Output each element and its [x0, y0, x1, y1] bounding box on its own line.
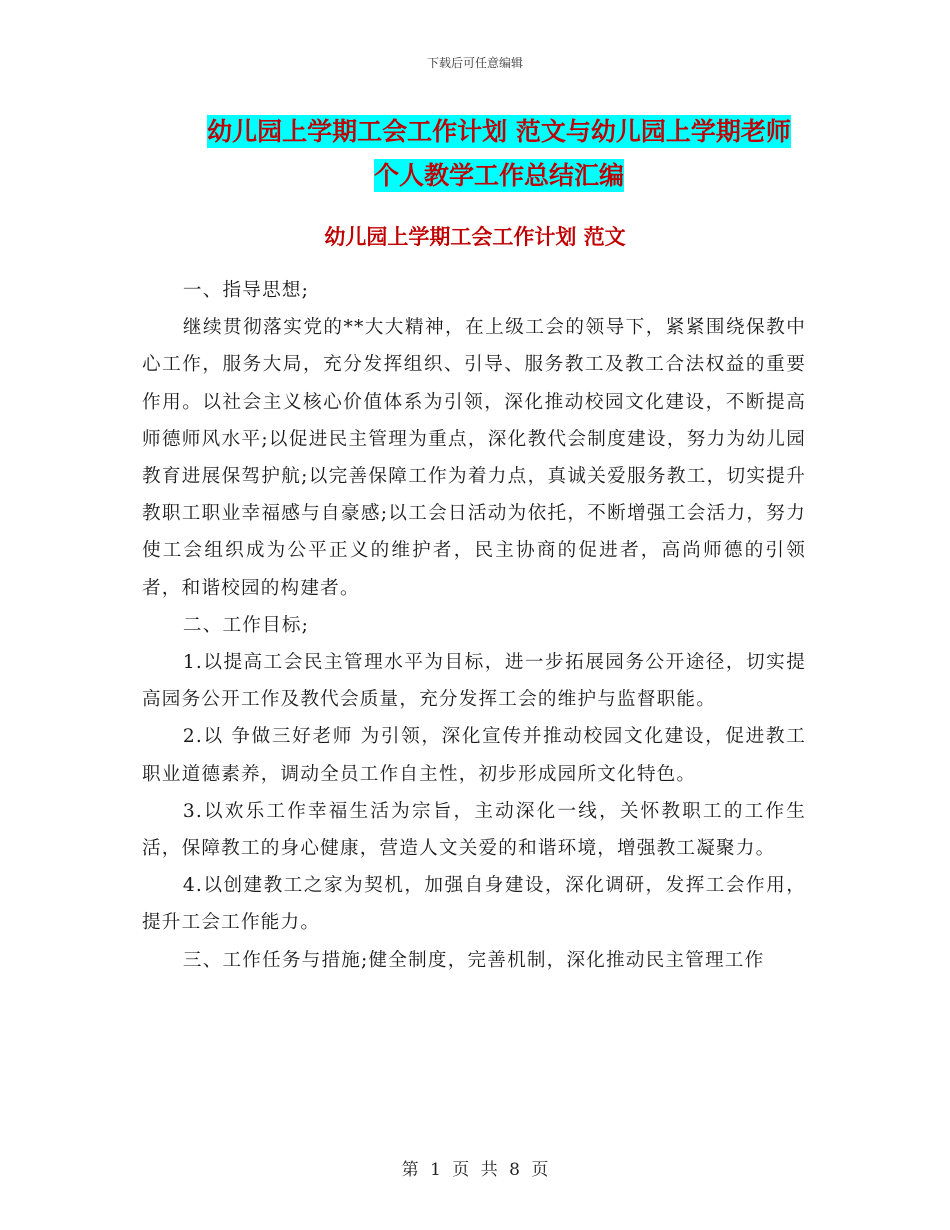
- paragraph-goal-1: 1.以提高工会民主管理水平为目标，进一步拓展园务公开途径，切实提高园务公开工作及教代会质量，充分发挥工会的维护与监督职能。: [142, 652, 806, 711]
- section-title: 幼儿园上学期工会工作计划 范文: [324, 224, 626, 249]
- paragraph-goals-heading: 二、工作目标;: [182, 614, 310, 636]
- paragraph-tasks-heading: 三、工作任务与措施;健全制度，完善机制，深化推动民主管理工作: [182, 949, 765, 971]
- paragraph-guiding-heading: 一、指导思想;: [182, 280, 310, 301]
- paragraph-goal-3: 3.以欢乐工作幸福生活为宗旨，主动深化一线，关怀教职工的工作生活，保障教工的身心健康，营造人文关爱的和谐环境，增强教工凝聚力。: [142, 800, 806, 860]
- document-title-line-1: [186, 112, 812, 152]
- title-line-2-text: 个人教学工作总结汇编: [373, 161, 624, 190]
- paragraph-goal-2: 2.以 争做三好老师 为引领，深化宣传并推动校园文化建设，促进教工职业道德素养，调动全员工作自主性，初步形成园所文化特色。: [142, 726, 806, 785]
- document-body: [142, 272, 806, 979]
- paragraph-guiding-body: 继续贯彻落实党的**大大精神，在上级工会的领导下，紧紧围绕保教中心工作，服务大局，充分发挥组织、引导、服务教工及教工合法权益的重要作用。以社会主义核心价值体系为引领，深化推动校园文化建设，不断提高师德师风水平;以促进民主管理为重点，深化教代会制度建设，努力为幼儿园教育进展保驾护航;以完善保障工作为着力点，真诚关爱服务教工，切实提升教职工职业幸福感与自豪感;以工会日活动为依托，不断增强工会活力，努力使工会组织成为公平正义的维护者，民主协商的促进者，高尚师德的引领者，和谐校园的构建者。: [142, 317, 806, 599]
- title-line-1-text: 幼儿园上学期工会工作计划 范文与幼儿园上学期老师: [207, 117, 791, 146]
- paragraph-goal-4: 4.以创建教工之家为契机，加强自身建设，深化调研，发挥工会作用，提升工会工作能力。: [142, 875, 806, 934]
- document-title-line-2: [186, 156, 812, 196]
- page-footer: 第 1 页 共 8 页: [401, 1160, 549, 1180]
- header-note: 下载后可任意编辑: [426, 56, 523, 70]
